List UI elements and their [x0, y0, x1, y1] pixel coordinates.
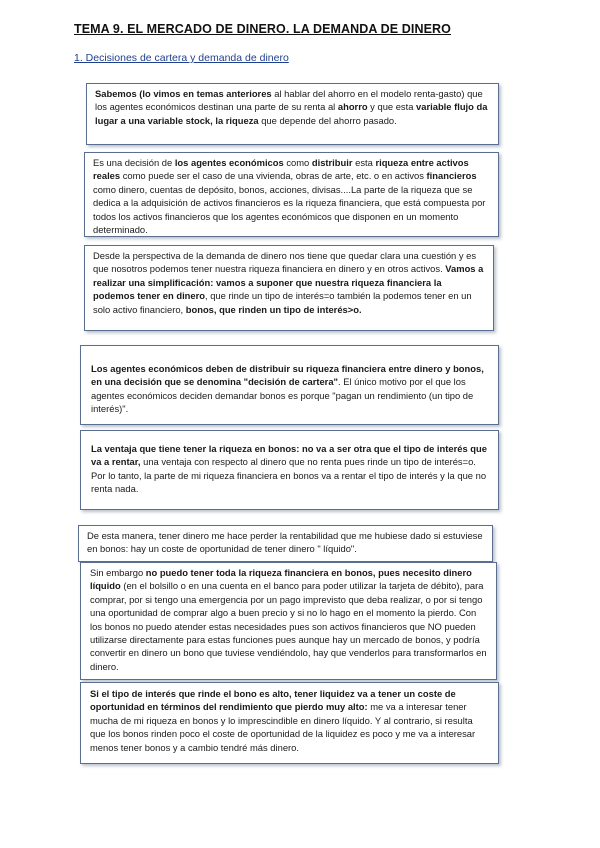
- text-box-coste-oportunidad: [78, 525, 493, 562]
- text-box-distribucion-riqueza: [84, 152, 499, 237]
- text-segment: y que esta: [367, 101, 417, 113]
- text-segment: esta: [352, 157, 376, 168]
- text-segment: Desde la perspectiva de la demanda de dinero nos tiene que quedar clara una cuestión y es que nosotros podemos tener nuestra riqueza financiera en dinero y en otros activos.: [93, 250, 477, 275]
- bold-text-segment: ahorro: [337, 101, 368, 113]
- bold-text-segment: bonos, que rinden un tipo de interés>o.: [185, 303, 362, 315]
- text-box-ventaja-bonos: [80, 430, 499, 510]
- bold-text-segment: los agentes económicos: [174, 157, 284, 168]
- text-segment: una ventaja con respecto al dinero que no renta pues rinde un tipo de interés=o. Por lo tanto, la parte de mi riqueza financiera en bonos va a rentar el tipo de interés y la que no renta nada.: [91, 456, 487, 495]
- bold-text-segment: Los agentes económicos deben de distribuir su riqueza financiera entre dinero y bonos, en una decisión que se denomina "decisión de cartera": [91, 363, 484, 388]
- bold-text-segment: La ventaja que tiene tener la riqueza en bonos: no va a ser otra que el tipo de interés que va a rentar,: [91, 443, 487, 468]
- text-box-ahorro: [86, 83, 499, 145]
- text-segment: De esta manera, tener dinero me hace perder la rentabilidad que me hubiese dado si estuviese en bonos: hay un coste de oportunidad de tener dinero " líquido".: [87, 530, 483, 555]
- bold-text-segment: Si el tipo de interés que rinde el bono es alto, tener liquidez va a tener un coste de oportunidad en términos del rendimiento que pierdo muy alto:: [90, 688, 456, 713]
- text-segment: me va a interesar tener mucha de mi riqueza en bonos y lo imprescindible en dinero líquido. Y al contrario, si resulta que los bonos rinden poco el coste de oportunidad de la liquidez es poco y me va a interesar menos tener bonos y a cambio tendré más dinero.: [90, 701, 476, 753]
- page-title: TEMA 9. EL MERCADO DE DINERO. LA DEMANDA DE DINERO: [74, 22, 452, 36]
- text-segment: que depende del ahorro pasado.: [258, 114, 397, 126]
- section-heading: 1. Decisiones de cartera y demanda de dinero: [74, 52, 289, 64]
- text-segment: Es una decisión de: [93, 157, 175, 168]
- text-segment: como puede ser el caso de una vivienda, obras de arte, etc. o en activos: [120, 170, 427, 182]
- bold-text-segment: riqueza entre activos reales: [93, 157, 469, 182]
- bold-text-segment: no puedo tener toda la riqueza financiera en bonos, pues necesito dinero líquido: [90, 567, 472, 592]
- text-segment: como: [283, 157, 312, 168]
- text-box-simplificacion: [84, 245, 494, 331]
- text-segment: . El único motivo por el que los agentes económicos deciden demandar bonos es porque "pagan un rendimiento (un tipo de interés)".: [91, 376, 474, 415]
- text-segment: al hablar del ahorro en el modelo renta-gasto) que los agentes económicos destinan una parte de su renta al: [95, 88, 483, 113]
- text-box-dinero-liquido: [80, 562, 497, 680]
- bold-text-segment: variable flujo da lugar a una variable stock, la riqueza: [95, 101, 488, 126]
- bold-text-segment: Vamos a realizar una simplificación: vamos a suponer que nuestra riqueza financiera la podemos tener en dinero: [93, 263, 484, 302]
- text-box-tipo-interes: [80, 682, 499, 764]
- text-segment: Sin embargo: [90, 567, 146, 578]
- text-box-decision-cartera: [80, 345, 499, 425]
- bold-text-segment: Sabemos (lo vimos en temas anteriores: [95, 88, 272, 99]
- bold-text-segment: financieros: [426, 170, 477, 182]
- text-segment: (en el bolsillo o en una cuenta en el banco para poder utilizar la tarjeta de débito), para comprar, por si tengo una emergencia por un pago imprevisto que deba realizar, o por si tengo una oportunidad de comprar algo a buen precio y si no lo hago en el momento la pierdo. Con los bonos no puedo atender estas necesidades pues son activos financieros que NO pueden utilizarse directamente para estas funciones pues aunque hay un mercado de bonos, y podría convertir en dinero un bono que tuviese vendiéndolo, hay que venderlos para transformarlos en dinero.: [90, 580, 487, 672]
- bold-text-segment: distribuir: [311, 157, 353, 168]
- text-segment: como dinero, cuentas de depósito, bonos, acciones, divisas....La parte de la riqueza que se dedica a la adquisición de activos financieros es la riqueza financiera, que está compuesta por todos los activos financieros que los agentes económicos que disponen en un momento determinado.: [93, 183, 486, 236]
- text-segment: , que rinde un tipo de interés=o también la podemos tener en un solo activo financiero,: [93, 290, 472, 315]
